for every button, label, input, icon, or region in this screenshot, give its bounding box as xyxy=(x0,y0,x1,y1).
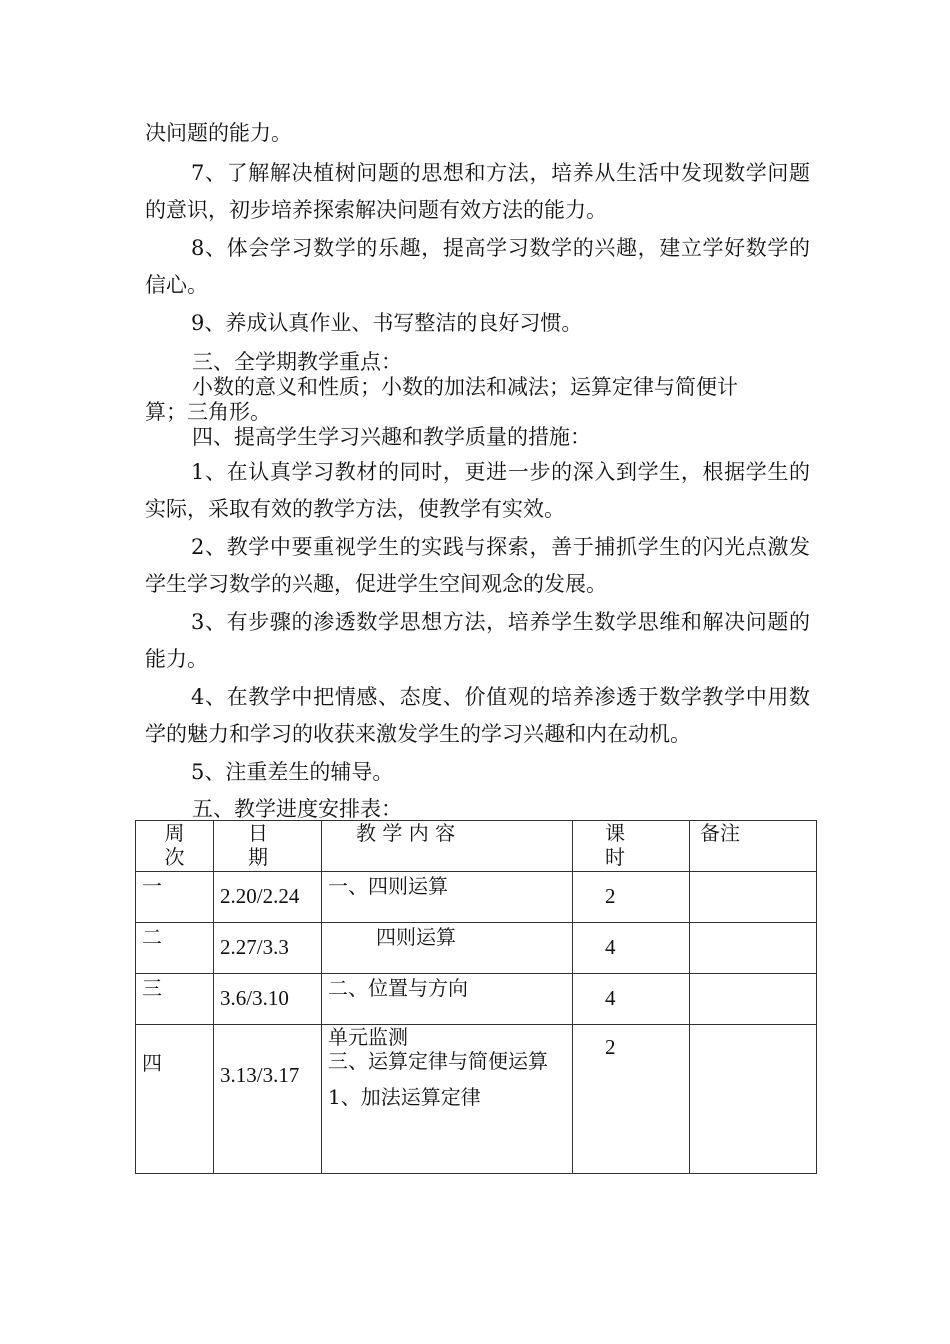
goal-item-9: 9、养成认真作业、书写整洁的良好习惯。 xyxy=(191,311,583,335)
cell-content: 四则运算 xyxy=(322,923,573,974)
cell-date: 3.13/3.17 xyxy=(214,1025,322,1174)
header-hours-line-2: 时 xyxy=(605,845,625,869)
header-date-line-2: 期 xyxy=(248,845,268,869)
cell-notes xyxy=(690,1025,817,1174)
cell-content: 一、四则运算 xyxy=(322,872,573,923)
header-notes-label: 备注 xyxy=(700,821,740,845)
header-hours xyxy=(573,821,690,872)
cell-date: 2.20/2.24 xyxy=(214,872,322,923)
measure-item-1: 1、在认真学习教材的同时，更进一步的深入到学生，根据学生的实际，采取有效的教学方法，使教学有实效。 xyxy=(145,460,810,521)
section-3-heading: 三、全学期教学重点： xyxy=(192,350,402,374)
cell-content: 二、位置与方向 xyxy=(322,974,573,1025)
header-week-line-1: 周 xyxy=(164,821,185,845)
content-line-1: 单元监测 xyxy=(328,1025,408,1049)
table-row xyxy=(136,1025,817,1174)
table-row xyxy=(136,974,817,1025)
table-row xyxy=(136,923,817,974)
section-3-text-line-2: 算；三角形。 xyxy=(145,400,271,424)
header-week xyxy=(136,821,214,872)
cell-date: 3.6/3.10 xyxy=(214,974,322,1025)
goal-item-8: 8、体会学习数学的乐趣，提高学习数学的兴趣，建立学好数学的信心。 xyxy=(145,236,810,297)
header-content xyxy=(322,821,573,872)
cell-hours: 2 xyxy=(573,1025,690,1174)
content-line-2: 三、运算定律与简便运算 xyxy=(328,1049,548,1073)
cell-notes xyxy=(690,974,817,1025)
cell-hours: 4 xyxy=(573,974,690,1025)
content-line-3: 1、加法运算定律 xyxy=(328,1085,481,1109)
cell-notes xyxy=(690,923,817,974)
header-hours-line-1: 课 xyxy=(605,821,625,845)
cell-notes xyxy=(690,872,817,923)
paragraph-continuation: 决问题的能力。 xyxy=(145,121,292,145)
cell-hours: 2 xyxy=(573,872,690,923)
table-row xyxy=(136,872,817,923)
cell-week: 四 xyxy=(136,1025,214,1174)
section-5-heading: 五、教学进度安排表： xyxy=(192,797,402,821)
cell-week: 二 xyxy=(136,923,214,974)
header-date-line-1: 日 xyxy=(248,821,268,845)
measure-item-3: 3、有步骤的渗透数学思想方法，培养学生数学思维和解决问题的能力。 xyxy=(145,610,810,671)
cell-date: 2.27/3.3 xyxy=(214,923,322,974)
header-content-label: 教 学 内 容 xyxy=(356,821,456,845)
header-week-line-2: 次 xyxy=(164,845,185,869)
cell-week: 一 xyxy=(136,872,214,923)
section-4-heading: 四、提高学生学习兴趣和教学质量的措施： xyxy=(192,425,591,449)
measure-item-5: 5、注重差生的辅导。 xyxy=(191,760,394,784)
measure-item-2: 2、教学中要重视学生的实践与探索，善于捕抓学生的闪光点激发学生学习数学的兴趣，促进学生空间观念的发展。 xyxy=(145,535,810,596)
section-3-text-line-1: 小数的意义和性质；小数的加法和减法；运算定律与简便计 xyxy=(192,375,738,399)
header-notes xyxy=(690,821,817,872)
table-header-row xyxy=(136,821,817,872)
cell-hours: 4 xyxy=(573,923,690,974)
cell-content xyxy=(322,1025,573,1174)
schedule-table xyxy=(135,820,817,1174)
cell-week: 三 xyxy=(136,974,214,1025)
measure-item-4: 4、在教学中把情感、态度、价值观的培养渗透于数学教学中用数学的魅力和学习的收获来激发学生的学习兴趣和内在动机。 xyxy=(145,685,810,746)
header-date xyxy=(214,821,322,872)
goal-item-7: 7、了解解决植树问题的思想和方法，培养从生活中发现数学问题的意识，初步培养探索解决问题有效方法的能力。 xyxy=(145,161,810,222)
